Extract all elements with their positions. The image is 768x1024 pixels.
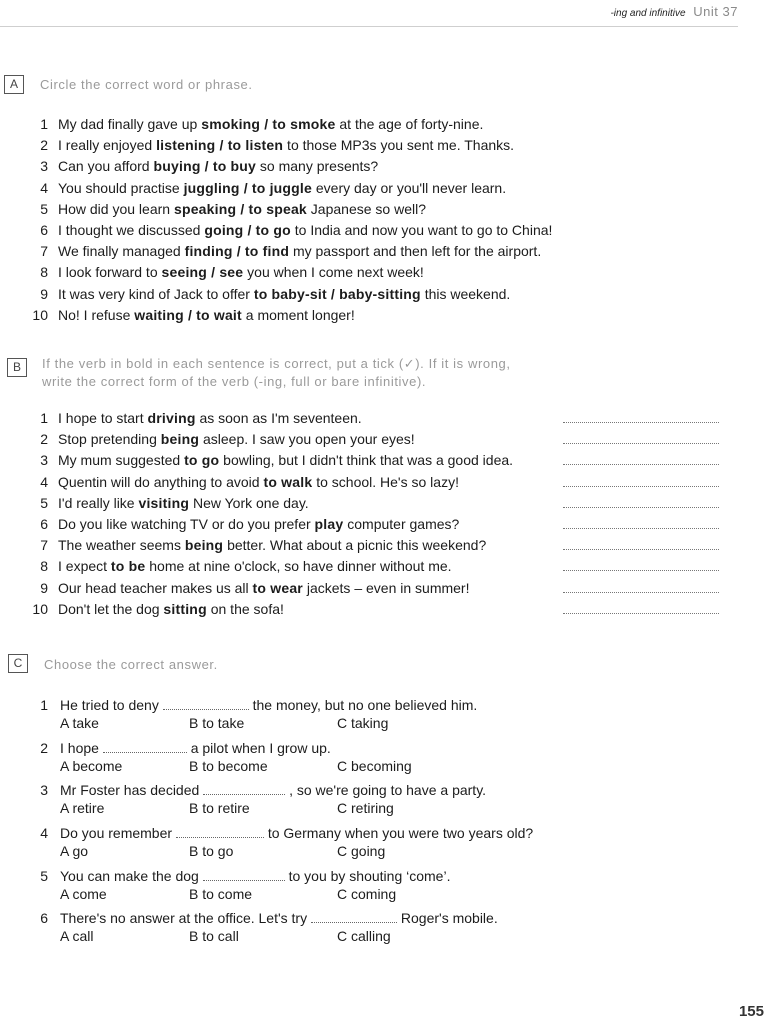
item-sentence [58, 199, 426, 220]
item-number: 4 [40, 825, 48, 841]
question-after: the money, but no one believed him. [252, 697, 478, 713]
header-divider [0, 26, 738, 27]
bold-choice: visiting [138, 494, 190, 511]
item-sentence [58, 514, 459, 535]
item-number: 6 [40, 221, 48, 238]
option-a[interactable]: A take [60, 715, 99, 731]
section-a-label: A [4, 75, 24, 94]
sentence-fragment: bowling, but I didn't think that was a good idea. [219, 452, 514, 469]
sentence-fragment: to those MP3s you sent me. Thanks. [283, 137, 515, 154]
option-a[interactable]: A go [60, 843, 89, 859]
answer-line[interactable] [563, 464, 719, 465]
sentence-fragment: Do you like watching TV or do you prefer [58, 515, 315, 532]
option-a[interactable]: A retire [60, 800, 105, 816]
question-text [60, 825, 533, 841]
bold-choice: driving [147, 410, 196, 426]
page-header [0, 4, 738, 19]
question-text [60, 697, 477, 713]
section-c-label: C [8, 654, 28, 673]
item-number: 4 [40, 179, 48, 196]
answer-blank[interactable] [203, 784, 285, 795]
option-a[interactable]: A call [60, 928, 94, 944]
item-sentence [58, 178, 506, 199]
item-number: 5 [40, 868, 48, 884]
item-number: 4 [40, 473, 48, 490]
option-b[interactable]: B to retire [189, 800, 250, 816]
item-sentence [58, 220, 552, 241]
sentence-fragment: asleep. I saw you open your eyes! [199, 431, 415, 448]
question-text [60, 740, 331, 756]
item-number: 1 [40, 410, 48, 426]
sentence-fragment: computer games? [343, 515, 460, 532]
option-a[interactable]: A come [60, 886, 107, 902]
option-a[interactable]: A become [60, 758, 123, 774]
sentence-fragment: Japanese so well? [306, 200, 426, 217]
sentence-fragment: I hope to start [58, 410, 148, 426]
option-b[interactable]: B to become [189, 758, 268, 774]
question-after: , so we're going to have a party. [289, 782, 487, 798]
sentence-fragment: We finally managed [58, 243, 185, 260]
sentence-fragment: my passport and then left for the airport. [289, 243, 542, 260]
question-before: Mr Foster has decided [60, 782, 200, 798]
item-number: 9 [40, 285, 48, 302]
answer-blank[interactable] [176, 827, 264, 838]
item-number: 5 [40, 494, 48, 511]
sentence-fragment: home at nine o'clock, so have dinner without me. [145, 558, 452, 575]
header-unit: Unit 37 [693, 4, 738, 19]
question-after: to Germany when you were two years old? [267, 825, 534, 841]
item-sentence [58, 472, 459, 493]
sentence-fragment: to India and now you want to go to China! [290, 221, 553, 238]
section-a-instruction: Circle the correct word or phrase. [40, 77, 253, 92]
bold-choice: speaking / to speak [173, 200, 307, 217]
sentence-fragment: at the age of forty-nine. [335, 116, 484, 132]
bold-choice: being [184, 537, 224, 554]
page-number: 155 [738, 1003, 764, 1020]
sentence-fragment: every day or you'll never learn. [312, 179, 507, 196]
sentence-fragment: jackets – even in summer! [302, 579, 470, 596]
answer-line[interactable] [563, 507, 719, 508]
item-sentence [58, 114, 483, 135]
bold-choice: being [160, 431, 200, 448]
question-text [60, 868, 450, 884]
sentence-fragment: Our head teacher makes us all [58, 579, 253, 596]
sentence-fragment: New York one day. [189, 494, 309, 511]
sentence-fragment: on the sofa! [206, 600, 284, 617]
item-sentence [58, 241, 541, 262]
option-b[interactable]: B to call [189, 928, 239, 944]
option-b[interactable]: B to come [189, 886, 253, 902]
item-number: 1 [40, 116, 48, 132]
answer-line[interactable] [563, 570, 719, 571]
answer-line[interactable] [563, 443, 719, 444]
answer-blank[interactable] [311, 912, 397, 923]
answer-blank[interactable] [103, 742, 187, 753]
bold-choice: play [314, 515, 344, 532]
answer-line[interactable] [563, 613, 719, 614]
item-number: 3 [40, 782, 48, 798]
option-b[interactable]: B to take [189, 715, 245, 731]
sentence-fragment: No! I refuse [58, 306, 135, 323]
item-number: 10 [32, 306, 48, 323]
sentence-fragment: I'd really like [58, 494, 139, 511]
option-c[interactable]: C coming [337, 886, 397, 902]
item-number: 2 [40, 740, 48, 756]
sentence-fragment: you when I come next week! [243, 264, 424, 281]
sentence-fragment: How did you learn [58, 200, 174, 217]
question-after: to you by shouting ‘come’. [288, 868, 451, 884]
bold-choice: juggling / to juggle [183, 179, 312, 196]
item-sentence [58, 262, 424, 283]
answer-line[interactable] [563, 592, 719, 593]
item-number: 10 [32, 600, 48, 617]
item-sentence [58, 305, 355, 326]
sentence-fragment: Stop pretending [58, 431, 161, 448]
item-number: 6 [40, 910, 48, 926]
sentence-fragment: The weather seems [58, 537, 185, 554]
bold-choice: to be [110, 558, 146, 575]
question-before: I hope [60, 740, 99, 756]
item-sentence [58, 156, 378, 177]
item-number: 2 [40, 137, 48, 154]
section-c-instruction: Choose the correct answer. [44, 657, 218, 672]
question-text [60, 782, 486, 798]
item-sentence [58, 578, 469, 599]
item-number: 7 [40, 537, 48, 554]
bold-choice: listening / to listen [156, 137, 284, 154]
sentence-fragment: My mum suggested [58, 452, 185, 469]
answer-line[interactable] [563, 549, 719, 550]
item-sentence [58, 429, 415, 450]
sentence-fragment: My dad finally gave up [58, 116, 202, 132]
item-number: 6 [40, 515, 48, 532]
item-number: 8 [40, 558, 48, 575]
bold-choice: to baby-sit / baby-sitting [253, 285, 421, 302]
item-sentence [58, 135, 514, 156]
question-after: a pilot when I grow up. [190, 740, 331, 756]
option-c[interactable]: C becoming [337, 758, 412, 774]
sentence-fragment: Don't let the dog [58, 600, 164, 617]
sentence-fragment: a moment longer! [241, 306, 355, 323]
sentence-fragment: I look forward to [58, 264, 162, 281]
sentence-fragment: I really enjoyed [58, 137, 157, 154]
item-sentence [58, 493, 309, 514]
item-number: 3 [40, 158, 48, 175]
option-c[interactable]: C calling [337, 928, 391, 944]
question-before: You can make the dog [60, 868, 199, 884]
bold-choice: finding / to find [184, 243, 290, 260]
item-number: 8 [40, 264, 48, 281]
bold-choice: buying / to buy [153, 158, 257, 175]
item-number: 5 [40, 200, 48, 217]
item-sentence [58, 556, 452, 577]
bold-choice: sitting [163, 600, 207, 617]
bold-choice: waiting / to wait [134, 306, 242, 323]
sentence-fragment: so many presents? [256, 158, 379, 175]
question-after: Roger's mobile. [400, 910, 498, 926]
item-sentence [58, 535, 486, 556]
bold-choice: to wear [252, 579, 303, 596]
item-sentence [58, 450, 513, 471]
answer-blank[interactable] [203, 870, 285, 881]
question-before: Do you remember [60, 825, 173, 841]
question-before: He tried to deny [60, 697, 159, 713]
sentence-fragment: to school. He's so lazy! [312, 473, 459, 490]
option-c[interactable]: C retiring [337, 800, 394, 816]
section-b-label: B [7, 358, 27, 377]
sentence-fragment: Quentin will do anything to avoid [58, 473, 264, 490]
bold-choice: going / to go [204, 221, 291, 238]
sentence-fragment: Can you afford [58, 158, 154, 175]
bold-choice: to walk [263, 473, 313, 490]
sentence-fragment: better. What about a picnic this weekend? [223, 537, 487, 554]
sentence-fragment: I thought we discussed [58, 221, 205, 238]
sentence-fragment: It was very kind of Jack to offer [58, 285, 254, 302]
answer-line[interactable] [563, 422, 719, 423]
section-b-instruction-line1: If the verb in bold in each sentence is correct, put a tick (✓). If it is wrong, [42, 356, 511, 371]
sentence-fragment: I expect [58, 558, 111, 575]
bold-choice: seeing / see [161, 264, 244, 281]
answer-line[interactable] [563, 528, 719, 529]
sentence-fragment: as soon as I'm seventeen. [195, 410, 362, 426]
bold-choice: to go [184, 452, 220, 469]
answer-blank[interactable] [163, 699, 249, 710]
question-text [60, 910, 498, 926]
sentence-fragment: this weekend. [420, 285, 511, 302]
option-c[interactable]: C taking [337, 715, 389, 731]
bold-choice: smoking / to smoke [201, 116, 336, 132]
item-sentence [58, 284, 510, 305]
item-sentence [58, 599, 284, 620]
option-b[interactable]: B to go [189, 843, 234, 859]
item-number: 7 [40, 243, 48, 260]
sentence-fragment: You should practise [58, 179, 184, 196]
item-number: 3 [40, 452, 48, 469]
item-number: 2 [40, 431, 48, 448]
section-b-instruction-line2: write the correct form of the verb (-ing, full or bare infinitive). [42, 374, 427, 389]
answer-line[interactable] [563, 486, 719, 487]
header-subtitle: -ing and infinitive [610, 8, 686, 19]
option-c[interactable]: C going [337, 843, 386, 859]
question-before: There's no answer at the office. Let's try [60, 910, 308, 926]
item-number: 1 [40, 697, 48, 713]
item-number: 9 [40, 579, 48, 596]
item-sentence [58, 408, 362, 429]
